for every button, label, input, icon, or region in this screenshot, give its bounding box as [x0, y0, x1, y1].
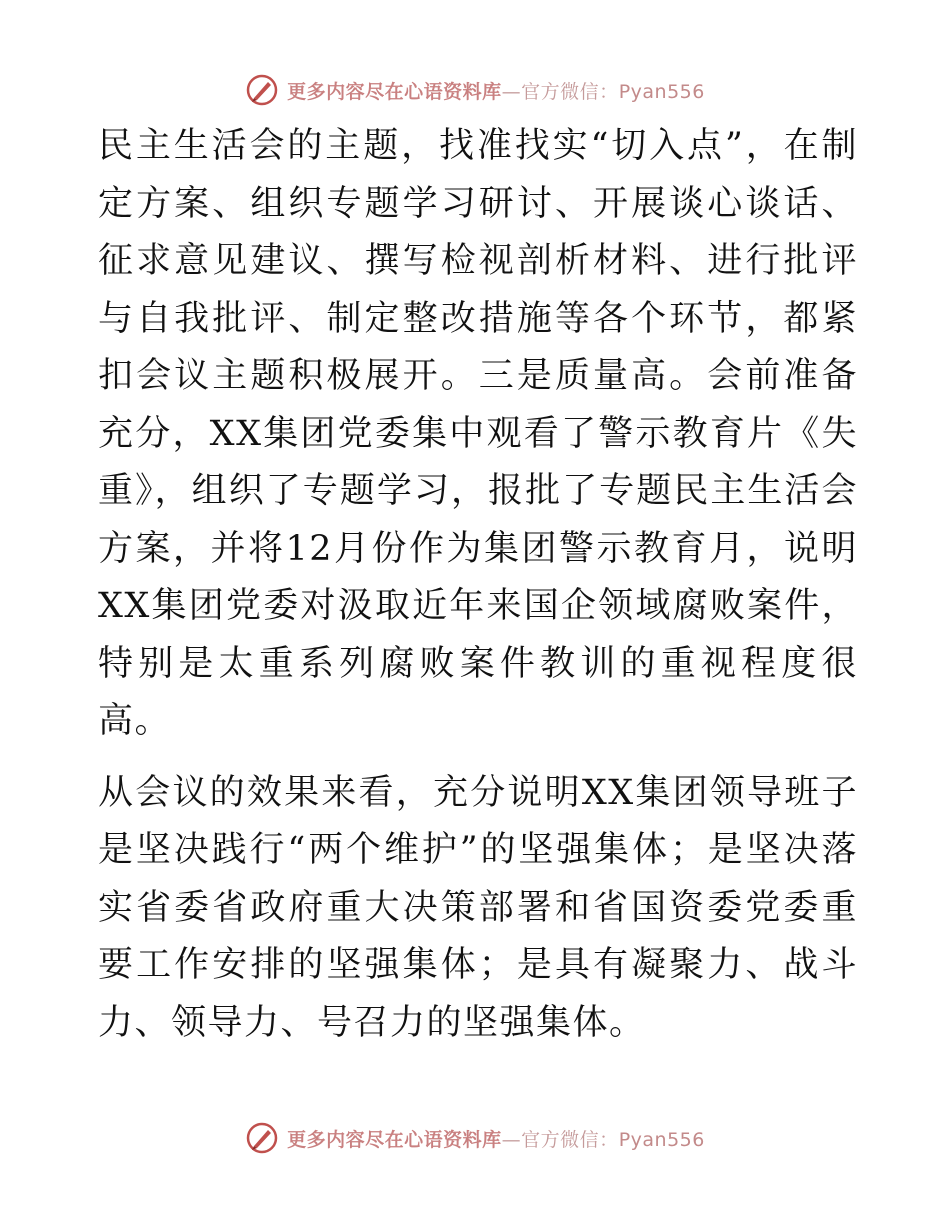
paragraph-2: 从会议的效果来看，充分说明XX集团领导班子是坚决践行“两个维护”的坚强集体；是坚决落实省委省政府重大决策部署和省国资委党委重要工作安排的坚强集体；是具有凝聚力、战斗力、领导力、号召力的坚强集体。	[98, 772, 858, 1043]
watermark-dash: —	[501, 80, 522, 103]
watermark-text	[287, 1125, 705, 1152]
footer-watermark	[0, 1118, 950, 1158]
watermark-brand: 更多内容尽在心语资料库	[287, 80, 502, 103]
paragraph-1: 民主生活会的主题，找准找实“切入点”，在制定方案、组织专题学习研讨、开展谈心谈话、征求意见建议、撰写检视剖析材料、进行批评与自我批评、制定整改措施等各个环节，都紧扣会议主题积极展开。三是质量高。会前准备充分，XX集团党委集中观看了警示教育片《失重》，组织了专题学习，报批了专题民主生活会方案，并将12月份作为集团警示教育月，说明XX集团党委对汲取近年来国企领域腐败案件，特别是太重系列腐败案件教训的重视程度很高。	[98, 126, 858, 741]
document-body	[98, 118, 858, 1052]
pen-logo-icon	[245, 1121, 279, 1155]
watermark-label: 官方微信：	[521, 80, 619, 103]
watermark-id: Pyan556	[618, 80, 705, 103]
watermark-dash: —	[501, 1128, 522, 1151]
pen-logo-icon	[245, 73, 279, 107]
watermark-label: 官方微信：	[521, 1128, 619, 1151]
header-watermark	[0, 70, 950, 110]
watermark-brand: 更多内容尽在心语资料库	[287, 1128, 502, 1151]
watermark-id: Pyan556	[618, 1128, 705, 1151]
watermark-text	[287, 77, 705, 104]
